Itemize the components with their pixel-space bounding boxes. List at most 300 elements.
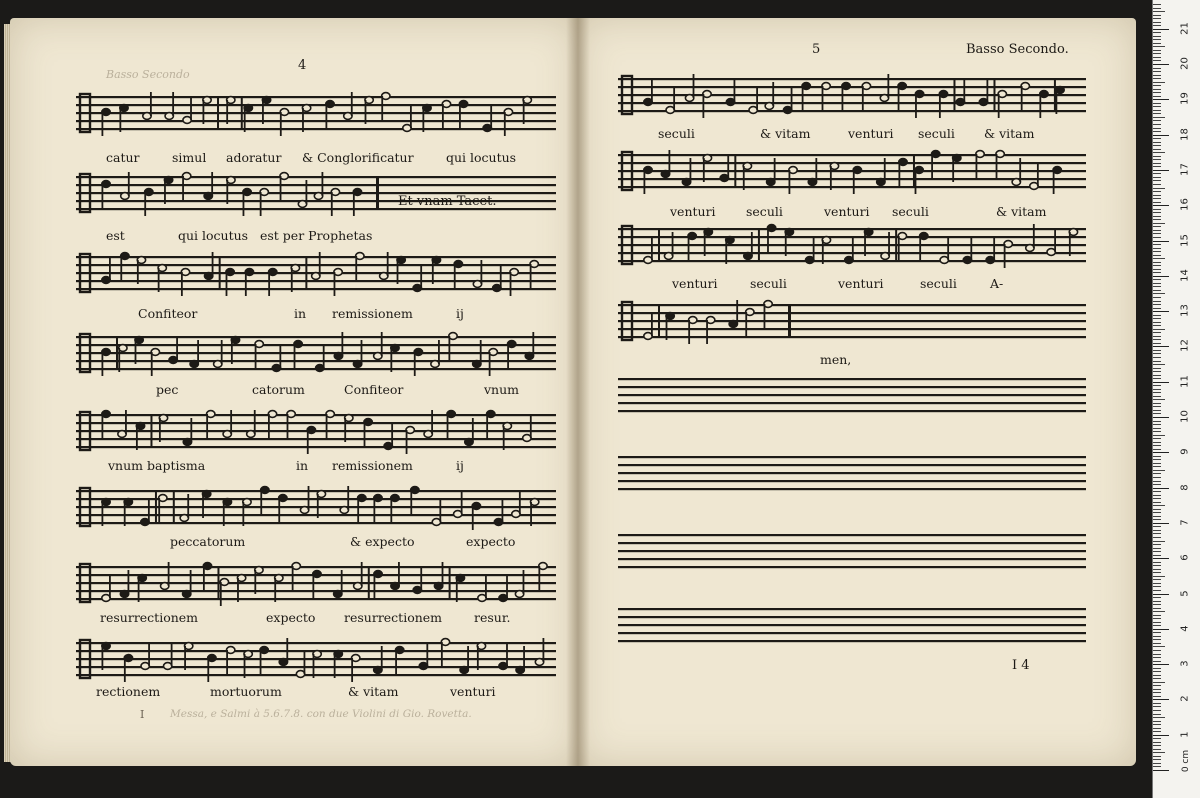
ruler-tick (1153, 152, 1165, 153)
note-stem (500, 264, 502, 288)
lyric: A- (990, 276, 1004, 291)
note-stem (347, 486, 349, 510)
ruler-tick (1153, 195, 1161, 196)
note-stem (745, 312, 747, 336)
ruler-tick (1153, 654, 1161, 655)
staff-line (618, 616, 1086, 618)
note-stem (438, 340, 440, 364)
note-head (214, 361, 222, 368)
note-stem (489, 352, 491, 376)
music-system-3 (76, 244, 556, 304)
note-head (940, 257, 948, 264)
note-stem (124, 658, 126, 682)
ruler-tick (1153, 75, 1161, 76)
ruler-tick (1153, 385, 1161, 386)
ruler-tick (1153, 481, 1161, 482)
staff-line (618, 456, 1086, 458)
ruler-tick (1153, 166, 1161, 167)
staff-line (76, 674, 556, 676)
note-stem (1037, 162, 1039, 186)
ruler-label: 16 (1179, 198, 1191, 212)
final-bar-line (376, 176, 379, 210)
note-stem (852, 236, 854, 260)
note-stem (507, 344, 509, 368)
note-stem (441, 642, 443, 666)
note-stem (888, 232, 890, 256)
ruler-label: 6 (1179, 554, 1191, 561)
ruler-tick (1153, 759, 1161, 760)
ruler-tick (1153, 752, 1165, 753)
ruler-tick (1153, 738, 1161, 739)
note-stem (970, 236, 972, 260)
bar-line (368, 566, 370, 600)
ruler-tick (1153, 721, 1161, 722)
ruler-tick (1153, 378, 1161, 379)
note-head (493, 285, 501, 292)
ruler-tick (1153, 576, 1165, 577)
note-head (118, 431, 126, 438)
note-stem (952, 158, 954, 182)
note-stem (109, 574, 111, 598)
ruler-tick (1153, 318, 1161, 319)
note-stem (727, 154, 729, 178)
note-stem (176, 336, 178, 360)
ruler-label: 9 (1179, 448, 1191, 455)
note-head (298, 201, 306, 208)
note-stem (230, 410, 232, 434)
note-stem (426, 642, 428, 666)
note-head (685, 95, 693, 102)
note-stem (357, 498, 359, 522)
note-head (374, 353, 382, 360)
ruler-tick (1153, 495, 1161, 496)
note-head (391, 583, 399, 590)
ruler-tick (1153, 703, 1161, 704)
lyric: & vitam (348, 684, 399, 699)
note-stem (317, 494, 319, 518)
lyric: adoratur (226, 150, 282, 165)
ruler-tick (1153, 120, 1161, 121)
lyric: seculi (750, 276, 787, 291)
ruler-tick (1153, 636, 1161, 637)
bar-line (219, 256, 221, 290)
ruler-tick (1153, 551, 1161, 552)
ruler-tick (1153, 569, 1161, 570)
music-system-r4 (618, 292, 1086, 352)
ruler-tick (1153, 572, 1161, 573)
ruler-tick (1153, 304, 1161, 305)
lyric: est (106, 228, 125, 243)
note-stem (477, 646, 479, 670)
note-stem (109, 256, 111, 280)
note-head (963, 257, 971, 264)
lyric: vnum (484, 382, 520, 397)
note-stem (422, 108, 424, 132)
music-system-8 (76, 630, 556, 690)
ruler-tick (1153, 435, 1165, 436)
note-stem (1033, 224, 1035, 248)
ruler-label: 12 (1179, 339, 1191, 353)
note-head (354, 583, 362, 590)
note-head (413, 285, 421, 292)
note-head (465, 439, 473, 446)
music-system-r1 (618, 66, 1086, 126)
note-stem (764, 304, 766, 328)
ruler-tick (1153, 233, 1161, 234)
note-stem (268, 272, 270, 296)
ruler-tick (1153, 350, 1161, 351)
note-stem (395, 650, 397, 674)
ruler-tick (1153, 664, 1169, 665)
note-stem (439, 498, 441, 522)
note-stem (672, 232, 674, 256)
ruler-tick (1153, 484, 1161, 485)
staff-line (618, 102, 1086, 104)
ruler-tick (1153, 325, 1161, 326)
note-stem (212, 252, 214, 276)
note-head (881, 253, 889, 260)
ruler-label: 1 (1179, 731, 1191, 738)
ruler-tick (1153, 548, 1161, 549)
note-stem (1055, 90, 1057, 114)
note-stem (998, 94, 1000, 118)
ruler-tick (1153, 406, 1161, 407)
ruler-label: 19 (1179, 92, 1191, 106)
bar-line (758, 228, 760, 262)
note-stem (226, 180, 228, 204)
note-head (877, 179, 885, 186)
lyric: venturi (672, 276, 718, 291)
ruler-tick (1153, 205, 1169, 206)
note-stem (1019, 158, 1021, 182)
note-stem (530, 264, 532, 288)
empty-staff-4 (618, 596, 1086, 656)
note-stem (887, 74, 889, 98)
ruler-tick (1153, 255, 1161, 256)
note-head (340, 507, 348, 514)
note-stem (237, 578, 239, 602)
lyric: men, (820, 352, 852, 367)
ruler-label: 10 (1179, 410, 1191, 423)
ruler-tick (1153, 22, 1161, 23)
note-head (312, 273, 320, 280)
note-stem (456, 578, 458, 602)
ruler-tick (1153, 25, 1161, 26)
ruler-tick (1153, 170, 1169, 171)
ruler-tick (1153, 173, 1161, 174)
note-head (204, 193, 212, 200)
ruler-tick (1153, 466, 1161, 467)
lyric: venturi (848, 126, 894, 141)
lyric: venturi (670, 204, 716, 219)
ruler-tick (1153, 724, 1161, 725)
note-head (644, 333, 652, 340)
ruler-unit: 0 cm (1181, 749, 1192, 773)
lyric: peccatorum (170, 534, 246, 549)
ruler-tick (1153, 594, 1169, 595)
lyric: & vitam (996, 204, 1047, 219)
empty-staff-3 (618, 522, 1086, 582)
lyric: & vitam (760, 126, 811, 141)
note-head (424, 431, 432, 438)
note-stem (947, 236, 949, 260)
ruler-tick (1153, 57, 1161, 58)
note-stem (306, 180, 308, 204)
staff-line (76, 96, 556, 98)
note-stem (651, 78, 653, 102)
ruler-tick (1153, 89, 1161, 90)
note-stem (1069, 232, 1071, 256)
note-head (499, 663, 507, 670)
ruler-tick (1153, 717, 1165, 718)
ruler-tick (1153, 64, 1169, 65)
note-head (143, 113, 151, 120)
note-stem (361, 340, 363, 364)
note-head (314, 193, 322, 200)
note-head (403, 125, 411, 132)
ruler-tick (1153, 463, 1161, 464)
ruler-tick (1153, 18, 1161, 19)
note-head (979, 99, 987, 106)
staff-line (618, 608, 1086, 610)
ruler-tick (1153, 523, 1169, 524)
note-stem (313, 654, 315, 678)
note-stem (690, 158, 692, 182)
staff-line (76, 438, 556, 440)
staff-line (618, 228, 1086, 230)
note-head (516, 667, 524, 674)
ruler-tick (1153, 502, 1161, 503)
ruler-label: 11 (1179, 374, 1191, 388)
ruler-tick (1153, 272, 1161, 273)
note-head (1047, 249, 1055, 256)
note-stem (704, 232, 706, 256)
note-head (300, 507, 308, 514)
note-head (535, 659, 543, 666)
note-head (279, 659, 287, 666)
ruler-tick (1153, 32, 1161, 33)
note-stem (334, 654, 336, 678)
ruler-tick (1153, 699, 1169, 700)
note-stem (125, 410, 127, 434)
tacet-text: Et vnam Tacet. (398, 194, 497, 209)
ruler-label: 18 (1179, 127, 1191, 141)
note-head (334, 353, 342, 360)
note-stem (243, 192, 245, 216)
empty-staff-1 (618, 366, 1086, 426)
staff-line (618, 304, 1086, 306)
note-head (525, 353, 533, 360)
lyric: in (294, 306, 307, 321)
note-stem (102, 112, 104, 136)
staff-line (76, 414, 556, 416)
note-head (164, 663, 172, 670)
ruler-tick (1153, 728, 1161, 729)
ruler-tick (1153, 565, 1161, 566)
staff-line (76, 104, 556, 106)
ruler-tick (1153, 639, 1161, 640)
staff-line (76, 582, 556, 584)
note-stem (158, 498, 160, 522)
note-stem (397, 260, 399, 284)
staff-line (618, 640, 1086, 642)
lyric: venturi (450, 684, 496, 699)
note-stem (853, 170, 855, 194)
note-head (165, 113, 173, 120)
note-stem (190, 96, 192, 120)
note-head (749, 107, 757, 114)
note-stem (504, 112, 506, 136)
note-stem (150, 92, 152, 116)
ruler-tick (1153, 615, 1161, 616)
staff-line (76, 352, 556, 354)
music-system-7 (76, 554, 556, 614)
ruler-tick (1153, 251, 1161, 252)
note-stem (398, 562, 400, 586)
note-stem (226, 100, 228, 124)
ruler-tick (1153, 283, 1161, 284)
staff-line (76, 280, 556, 282)
staff-line (618, 170, 1086, 172)
note-stem (158, 268, 160, 292)
note-stem (725, 240, 727, 264)
note-stem (355, 256, 357, 280)
note-stem (510, 272, 512, 296)
ruler-tick (1153, 428, 1161, 429)
note-stem (706, 320, 708, 344)
ruler-tick (1153, 92, 1161, 93)
note-stem (862, 86, 864, 110)
note-stem (915, 170, 917, 194)
note-stem (364, 422, 366, 446)
staff-line (618, 410, 1086, 412)
note-head (666, 107, 674, 114)
part-name: Basso Secondo. (966, 42, 1069, 57)
ruler-tick (1153, 668, 1161, 669)
note-stem (644, 170, 646, 194)
lyric: pec (156, 382, 179, 397)
note-stem (467, 646, 469, 670)
ruler-tick (1153, 106, 1161, 107)
note-stem (461, 490, 463, 514)
ruler-tick (1153, 117, 1165, 118)
ruler-tick (1153, 188, 1165, 189)
note-head (986, 257, 994, 264)
note-stem (736, 300, 738, 324)
note-head (141, 663, 149, 670)
ruler-tick (1153, 29, 1169, 30)
left-page (10, 18, 578, 766)
ruler-label: 7 (1179, 519, 1191, 526)
note-head (334, 591, 342, 598)
book-gutter (566, 18, 590, 766)
note-stem (260, 650, 262, 674)
ruler-tick (1153, 424, 1161, 425)
ruler-tick (1153, 745, 1161, 746)
note-stem (523, 100, 525, 124)
ruler-tick (1153, 290, 1161, 291)
bar-line (658, 304, 660, 338)
ruler-tick (1153, 8, 1161, 9)
note-head (121, 193, 129, 200)
note-stem (472, 418, 474, 442)
lyric: catur (106, 150, 140, 165)
note-stem (278, 498, 280, 522)
music-system-1 (76, 84, 556, 144)
ruler-tick (1153, 488, 1169, 489)
note-stem (480, 340, 482, 364)
note-stem (302, 108, 304, 132)
note-stem (734, 78, 736, 102)
note-head (1030, 183, 1038, 190)
note-head (223, 431, 231, 438)
ruler-tick (1153, 110, 1161, 111)
staff-line (618, 78, 1086, 80)
note-stem (1004, 244, 1006, 268)
lyric: seculi (746, 204, 783, 219)
ruler-tick (1153, 336, 1161, 337)
note-stem (136, 426, 138, 450)
note-stem (802, 86, 804, 110)
note-stem (1054, 228, 1056, 252)
ruler-tick (1153, 50, 1161, 51)
note-stem (688, 320, 690, 344)
ruler-tick (1153, 135, 1169, 136)
ruler-tick (1153, 357, 1161, 358)
staff-line (76, 360, 556, 362)
ruler-tick (1153, 519, 1161, 520)
note-stem (432, 260, 434, 284)
note-stem (307, 430, 309, 454)
music-system-5 (76, 402, 556, 462)
staff-line (618, 186, 1086, 188)
note-head (384, 443, 392, 450)
note-stem (102, 352, 104, 376)
staff-line (76, 184, 556, 186)
ruler-tick (1153, 410, 1161, 411)
note-head (183, 439, 191, 446)
note-stem (137, 260, 139, 284)
ruler-tick (1153, 329, 1165, 330)
right-page (578, 18, 1136, 766)
note-head (880, 95, 888, 102)
note-stem (102, 414, 104, 438)
note-stem (351, 92, 353, 116)
lyric: expecto (266, 610, 316, 625)
note-stem (279, 344, 281, 368)
left-page-number: 4 (298, 58, 307, 73)
note-stem (963, 78, 965, 102)
bar-line (895, 228, 897, 262)
bar-line (217, 96, 219, 130)
note-stem (530, 414, 532, 438)
note-head (434, 583, 442, 590)
note-stem (365, 100, 367, 124)
note-stem (206, 414, 208, 438)
note-stem (993, 236, 995, 260)
staff-line (618, 558, 1086, 560)
staff-line (618, 394, 1086, 396)
note-head (316, 365, 324, 372)
note-stem (381, 332, 383, 356)
note-stem (406, 430, 408, 454)
note-stem (144, 192, 146, 216)
note-stem (190, 418, 192, 442)
note-stem (221, 340, 223, 364)
ruler-tick (1153, 53, 1161, 54)
ruler-tick (1153, 590, 1161, 591)
music-system-r2 (618, 142, 1086, 202)
